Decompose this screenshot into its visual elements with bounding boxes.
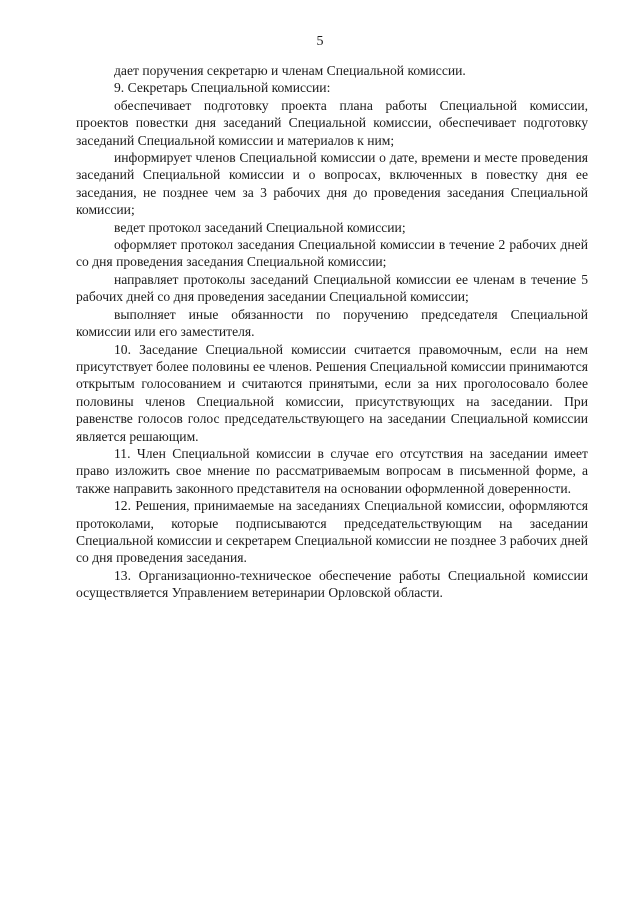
paragraph-11-absence: 11. Член Специальной комиссии в случае его отсутствия на заседании имеет право изложить свое мнение по рассматриваемым вопросам в письменной форме, а также направить законного представителя на основании оформленной доверенности. bbox=[76, 445, 588, 496]
paragraph-13-support: 13. Организационно-техническое обеспечение работы Специальной комиссии осуществляется Управлением ветеринарии Орловской области. bbox=[76, 567, 588, 601]
paragraph-keeps-minutes: ведет протокол заседаний Специальной комиссии; bbox=[114, 219, 406, 235]
paragraph-prepares-plan: обеспечивает подготовку проекта плана работы Специальной комиссии, проектов повестки дня заседаний Специальной комиссии, обеспечивает подготовку заседаний Специальной комиссии и материалов к ним; bbox=[76, 97, 588, 148]
document-body bbox=[76, 62, 588, 602]
paragraph-sends-minutes: направляет протоколы заседаний Специальной комиссии ее членам в течение 5 рабочих дней со дня проведения заседании Специальной комиссии; bbox=[76, 271, 588, 305]
paragraph-9-secretary: 9. Секретарь Специальной комиссии: bbox=[114, 80, 331, 96]
paragraph-draws-up-minutes: оформляет протокол заседания Специальной комиссии в течение 2 рабочих дней со дня проведения заседания Специальной комиссии; bbox=[76, 237, 588, 270]
paragraph-assign-tasks: дает поручения секретарю и членам Специальной комиссии. bbox=[114, 63, 466, 78]
paragraph-10-quorum: 10. Заседание Специальной комиссии считается правомочным, если на нем присутствует более половины ее членов. Решения Специальной комиссии принимаются открытым голосованием и считаются принятыми, если за них проголосовало более половины членов Специальной комиссии, присутствующих на заседании. При равенстве голосов голос председательствующего на заседании Специальной комиссии является решающим. bbox=[76, 341, 588, 444]
paragraph-12-decisions: 12. Решения, принимаемые на заседаниях Специальной комиссии, оформляются протоколами, которые подписываются председательствующим на заседании Специальной комиссии и секретарем Специальной комиссии не позднее 3 рабочих дней со дня проведения заседания. bbox=[76, 498, 588, 566]
page-number: 5 bbox=[316, 34, 324, 49]
paragraph-informs-members: информирует членов Специальной комиссии о дате, времени и месте проведения заседаний Специальной комиссии и о вопросах, включенных в повестку дня ее заседания, не позднее чем за 3 рабочих дня до проведения заседания Специальной комиссии; bbox=[76, 150, 588, 218]
paragraph-other-duties: выполняет иные обязанности по поручению председателя Специальной комиссии или его заместителя. bbox=[76, 306, 588, 340]
